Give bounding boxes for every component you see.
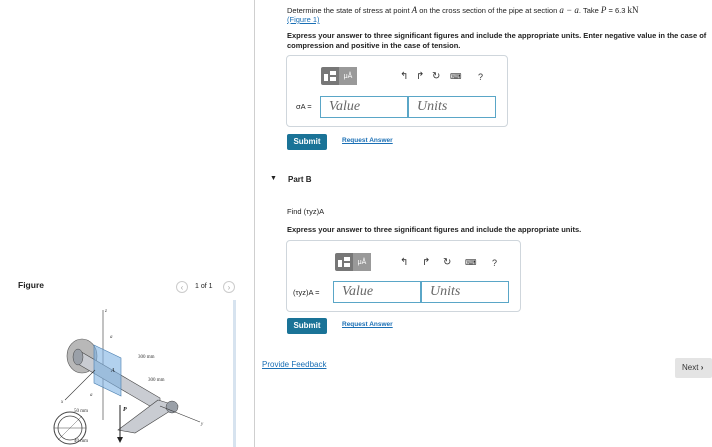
figure-link[interactable]: (Figure 1) xyxy=(287,15,320,24)
figure-pager: 1 of 1 xyxy=(195,283,213,290)
section-plane xyxy=(94,345,121,396)
undo-icon[interactable]: ↰ xyxy=(400,71,409,82)
next-figure-button[interactable]: › xyxy=(223,281,235,293)
point-symbol: A xyxy=(411,5,418,15)
templates-icon xyxy=(324,71,336,81)
templates-button[interactable] xyxy=(335,253,353,271)
label-z: z xyxy=(105,309,107,314)
partA-label: σA = xyxy=(296,102,312,111)
reset-icon[interactable]: ↻ xyxy=(432,71,441,82)
redo-icon[interactable]: ↱ xyxy=(416,71,425,82)
templates-icon xyxy=(338,257,350,267)
partA-template-toolbar xyxy=(321,67,357,85)
partA-units-input[interactable]: Units xyxy=(408,96,496,118)
label-y: y xyxy=(201,422,204,427)
help-icon[interactable]: ? xyxy=(492,258,498,268)
mu-angstrom-icon: μÅ xyxy=(357,258,367,266)
dim-300-upper: 300 mm xyxy=(138,355,155,360)
section-symbol: a − a xyxy=(559,5,579,15)
partB-template-toolbar xyxy=(335,253,371,271)
partB-submit-button[interactable]: Submit xyxy=(287,318,327,334)
partB-label: (τyz)A = xyxy=(293,288,320,297)
units-template-button[interactable] xyxy=(353,253,371,271)
panel-divider xyxy=(254,0,255,447)
load-value: = 6.3 xyxy=(606,6,626,15)
partB-value-input[interactable]: Value xyxy=(333,281,421,303)
label-a-top: a xyxy=(110,335,113,340)
label-a-bottom: a xyxy=(90,393,93,398)
partA-request-answer[interactable]: Request Answer xyxy=(342,137,393,144)
partB-collapse-icon[interactable]: ▼ xyxy=(270,175,277,182)
dim-40: 40 mm xyxy=(74,439,89,444)
partB-units-input[interactable]: Units xyxy=(421,281,509,303)
partB-find: Find (τyz)A xyxy=(287,207,325,216)
chevron-right-icon: › xyxy=(700,363,704,372)
problem-statement xyxy=(287,5,707,16)
help-icon[interactable]: ? xyxy=(478,72,484,82)
keyboard-icon[interactable]: ⌨ xyxy=(465,258,477,267)
mu-angstrom-icon: μÅ xyxy=(343,72,353,80)
partA-submit-button[interactable]: Submit xyxy=(287,134,327,150)
partA-value-input[interactable]: Value xyxy=(320,96,408,118)
next-button[interactable] xyxy=(675,358,712,378)
label-x: x xyxy=(61,400,64,405)
statement-text-mid: on the cross section of the pipe at section xyxy=(419,6,558,15)
statement-text: Determine the state of stress at point xyxy=(287,6,410,15)
dim-300-lower: 300 mm xyxy=(148,378,165,383)
partB-instructions: Express your answer to three significant figures and include the appropriate units. xyxy=(287,225,582,234)
undo-icon[interactable]: ↰ xyxy=(400,257,409,268)
partB-title[interactable]: Part B xyxy=(288,175,312,184)
templates-button[interactable] xyxy=(321,67,339,85)
reset-icon[interactable]: ↻ xyxy=(443,257,452,268)
figure-heading: Figure xyxy=(18,280,44,290)
dim-50: 50 mm xyxy=(74,409,89,414)
keyboard-icon[interactable]: ⌨ xyxy=(450,72,462,81)
partA-instructions: Express your answer to three significant figures and include the appropriate units. Enter negative value in the case of compression and positive in the case of tension. xyxy=(287,31,707,50)
units-template-button[interactable] xyxy=(339,67,357,85)
partB-request-answer[interactable]: Request Answer xyxy=(342,321,393,328)
prev-figure-button[interactable]: ‹ xyxy=(176,281,188,293)
load-unit: kN xyxy=(627,5,639,15)
label-P: P xyxy=(123,407,127,413)
load-symbol: P xyxy=(600,5,607,15)
figure-scrollbar[interactable] xyxy=(233,300,236,447)
next-label: Next xyxy=(682,363,699,372)
redo-icon[interactable]: ↱ xyxy=(422,257,431,268)
pipe-figure xyxy=(0,300,232,447)
provide-feedback-link[interactable]: Provide Feedback xyxy=(262,360,327,369)
label-A: A xyxy=(111,368,115,374)
take-text: . Take xyxy=(578,6,599,15)
